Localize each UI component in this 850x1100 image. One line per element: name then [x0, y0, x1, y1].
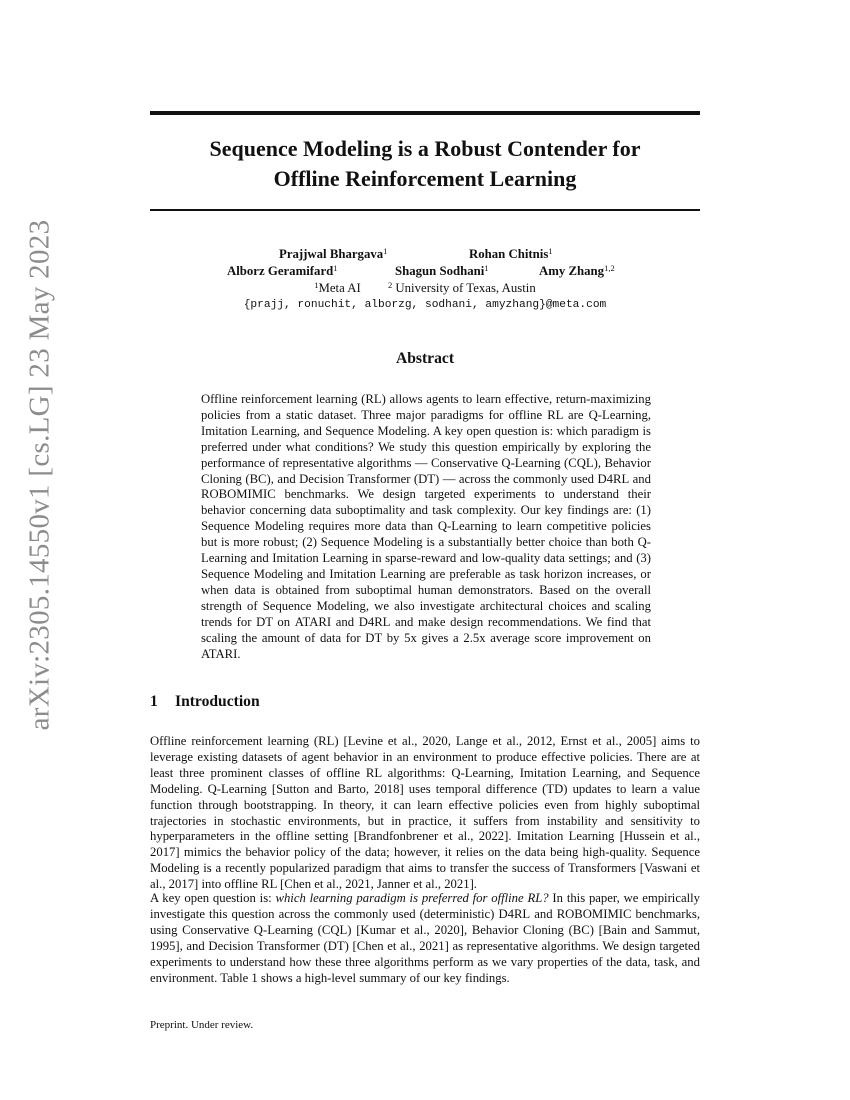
author-name: Prajjwal Bhargava$^1$ — [279, 246, 388, 261]
emphasized-question: which learning paradigm is preferred for offline RL? — [275, 891, 549, 905]
author-name: Amy Zhang$^{1,2}$ — [539, 263, 615, 278]
benchmark-name: ATARI — [294, 614, 332, 629]
author-block — [150, 246, 700, 313]
benchmark-name: D4RL — [498, 906, 531, 921]
title-bottom-rule — [150, 209, 700, 211]
paper-title-line-1: Sequence Modeling is a Robust Contender for — [209, 136, 641, 161]
benchmark-name: ROBOMIMIC — [201, 487, 276, 502]
paper-title — [150, 134, 700, 194]
affiliation: $^1$Meta AI — [314, 280, 361, 295]
arxiv-stamp-text: arXiv:2305.14550v1 [cs.LG] 23 May 2023 — [23, 219, 56, 731]
author-name: Shagun Sodhani$^1$ — [395, 263, 489, 278]
benchmark-name: D4RL — [597, 471, 630, 486]
benchmark-name: ATARI — [201, 646, 238, 661]
arxiv-stamp — [22, 219, 58, 731]
abstract-text: Offline reinforcement learning (RL) allows agents to learn effective, return-maximizing policies from a static dataset. Three major paradigms for offline RL are Q-Learning, Imitation Learning, and Sequence Modeling. A key open question is: which paradigm is preferred under what conditions? We study this question empirically by exploring the performance of representative algorithms — Conservative Q-Learning (CQL), Behavior Cloning (BC), and Decision Transformer (DT) — across the commonly used D4RL and ROBOMIMIC benchmarks. We design targeted experiments to understand their behavior concerning data suboptimality and task complexity. Our key findings are: (1) Sequence Modeling requires more data than Q-Learning to learn competitive policies but is more robust; (2) Sequence Modeling is a substantially better choice than both Q-Learning and Imitation Learning in sparse-reward and low-quality data settings; and (3) Sequence Modeling and Imitation Learning are preferable as task horizon increases, or when data is obtained from suboptimal human demonstrators. Based on the overall strength of Sequence Modeling, we also investigate architectural choices and scaling trends for DT on ATARI and D4RL and make design recommendations. We find that scaling the amount of data for DT by 5x gives a 2.5x average score improvement on ATARI. — [201, 392, 651, 661]
intro-paragraph-1: Offline reinforcement learning (RL) [Levine et al., 2020, Lange et al., 2012, Ernst et al., 2005] aims to leverage existing datasets of agent behavior in an environment to produce effective policies. There are at least three prominent classes of offline RL algorithms: Q-Learning, Imitation Learning, and Sequence Modeling. Q-Learning [Sutton and Barto, 2018] uses temporal difference (TD) updates to learn a value function through bootstrapping. In theory, it can learn effective policies even from highly suboptimal trajectories in stochastic environments, but in practice, it suffers from instability and sensitivity to hyperparameters in the offline setting [Brandfonbrener et al., 2022]. Imitation Learning [Hussein et al., 2017] mimics the behavior policy of the data; however, it relies on the data being high-quality. Sequence Modeling is a recently popularized paradigm that aims to transfer the success of Transformers [Vaswani et al., 2017] into offline RL [Chen et al., 2021, Janner et al., 2021]. — [150, 734, 700, 892]
affiliation: $^2$ University of Texas, Austin — [387, 280, 536, 295]
intro-paragraph-2: A key open question is: which learning paradigm is preferred for offline RL? In this paper, we empirically investigate this question across the commonly used (deterministic) D4RL and ROBOMIMIC benchmarks, using Conservative Q-Learning (CQL) [Kumar et al., 2020], Behavior Cloning (BC) [Bain and Sammut, 1995], and Decision Transformer (DT) [Chen et al., 2021] as representative algorithms. We design targeted experiments to understand how these three algorithms perform as we vary properties of the data, task, and environment. Table 1 shows a high-level summary of our key findings. — [150, 891, 700, 985]
benchmark-name: D4RL — [358, 614, 391, 629]
section-heading-introduction — [150, 693, 260, 711]
section-title: Introduction — [175, 693, 260, 710]
author-row-2 — [150, 263, 700, 280]
abstract-heading: Abstract — [395, 350, 455, 367]
benchmark-name: ROBOMIMIC — [556, 906, 632, 921]
author-emails: {prajj, ronuchit, alborzg, sodhani, amyzhang}@meta.com — [243, 299, 607, 311]
section-number: 1 — [150, 693, 158, 710]
page-footer: Preprint. Under review. — [150, 1019, 254, 1031]
author-row-1 — [150, 246, 700, 263]
title-top-rule — [150, 111, 700, 115]
author-name: Rohan Chitnis$^1$ — [469, 246, 553, 261]
affiliations — [150, 280, 700, 297]
author-name: Alborz Geramifard$^1$ — [227, 263, 338, 278]
paper-title-line-2: Offline Reinforcement Learning — [273, 166, 577, 191]
